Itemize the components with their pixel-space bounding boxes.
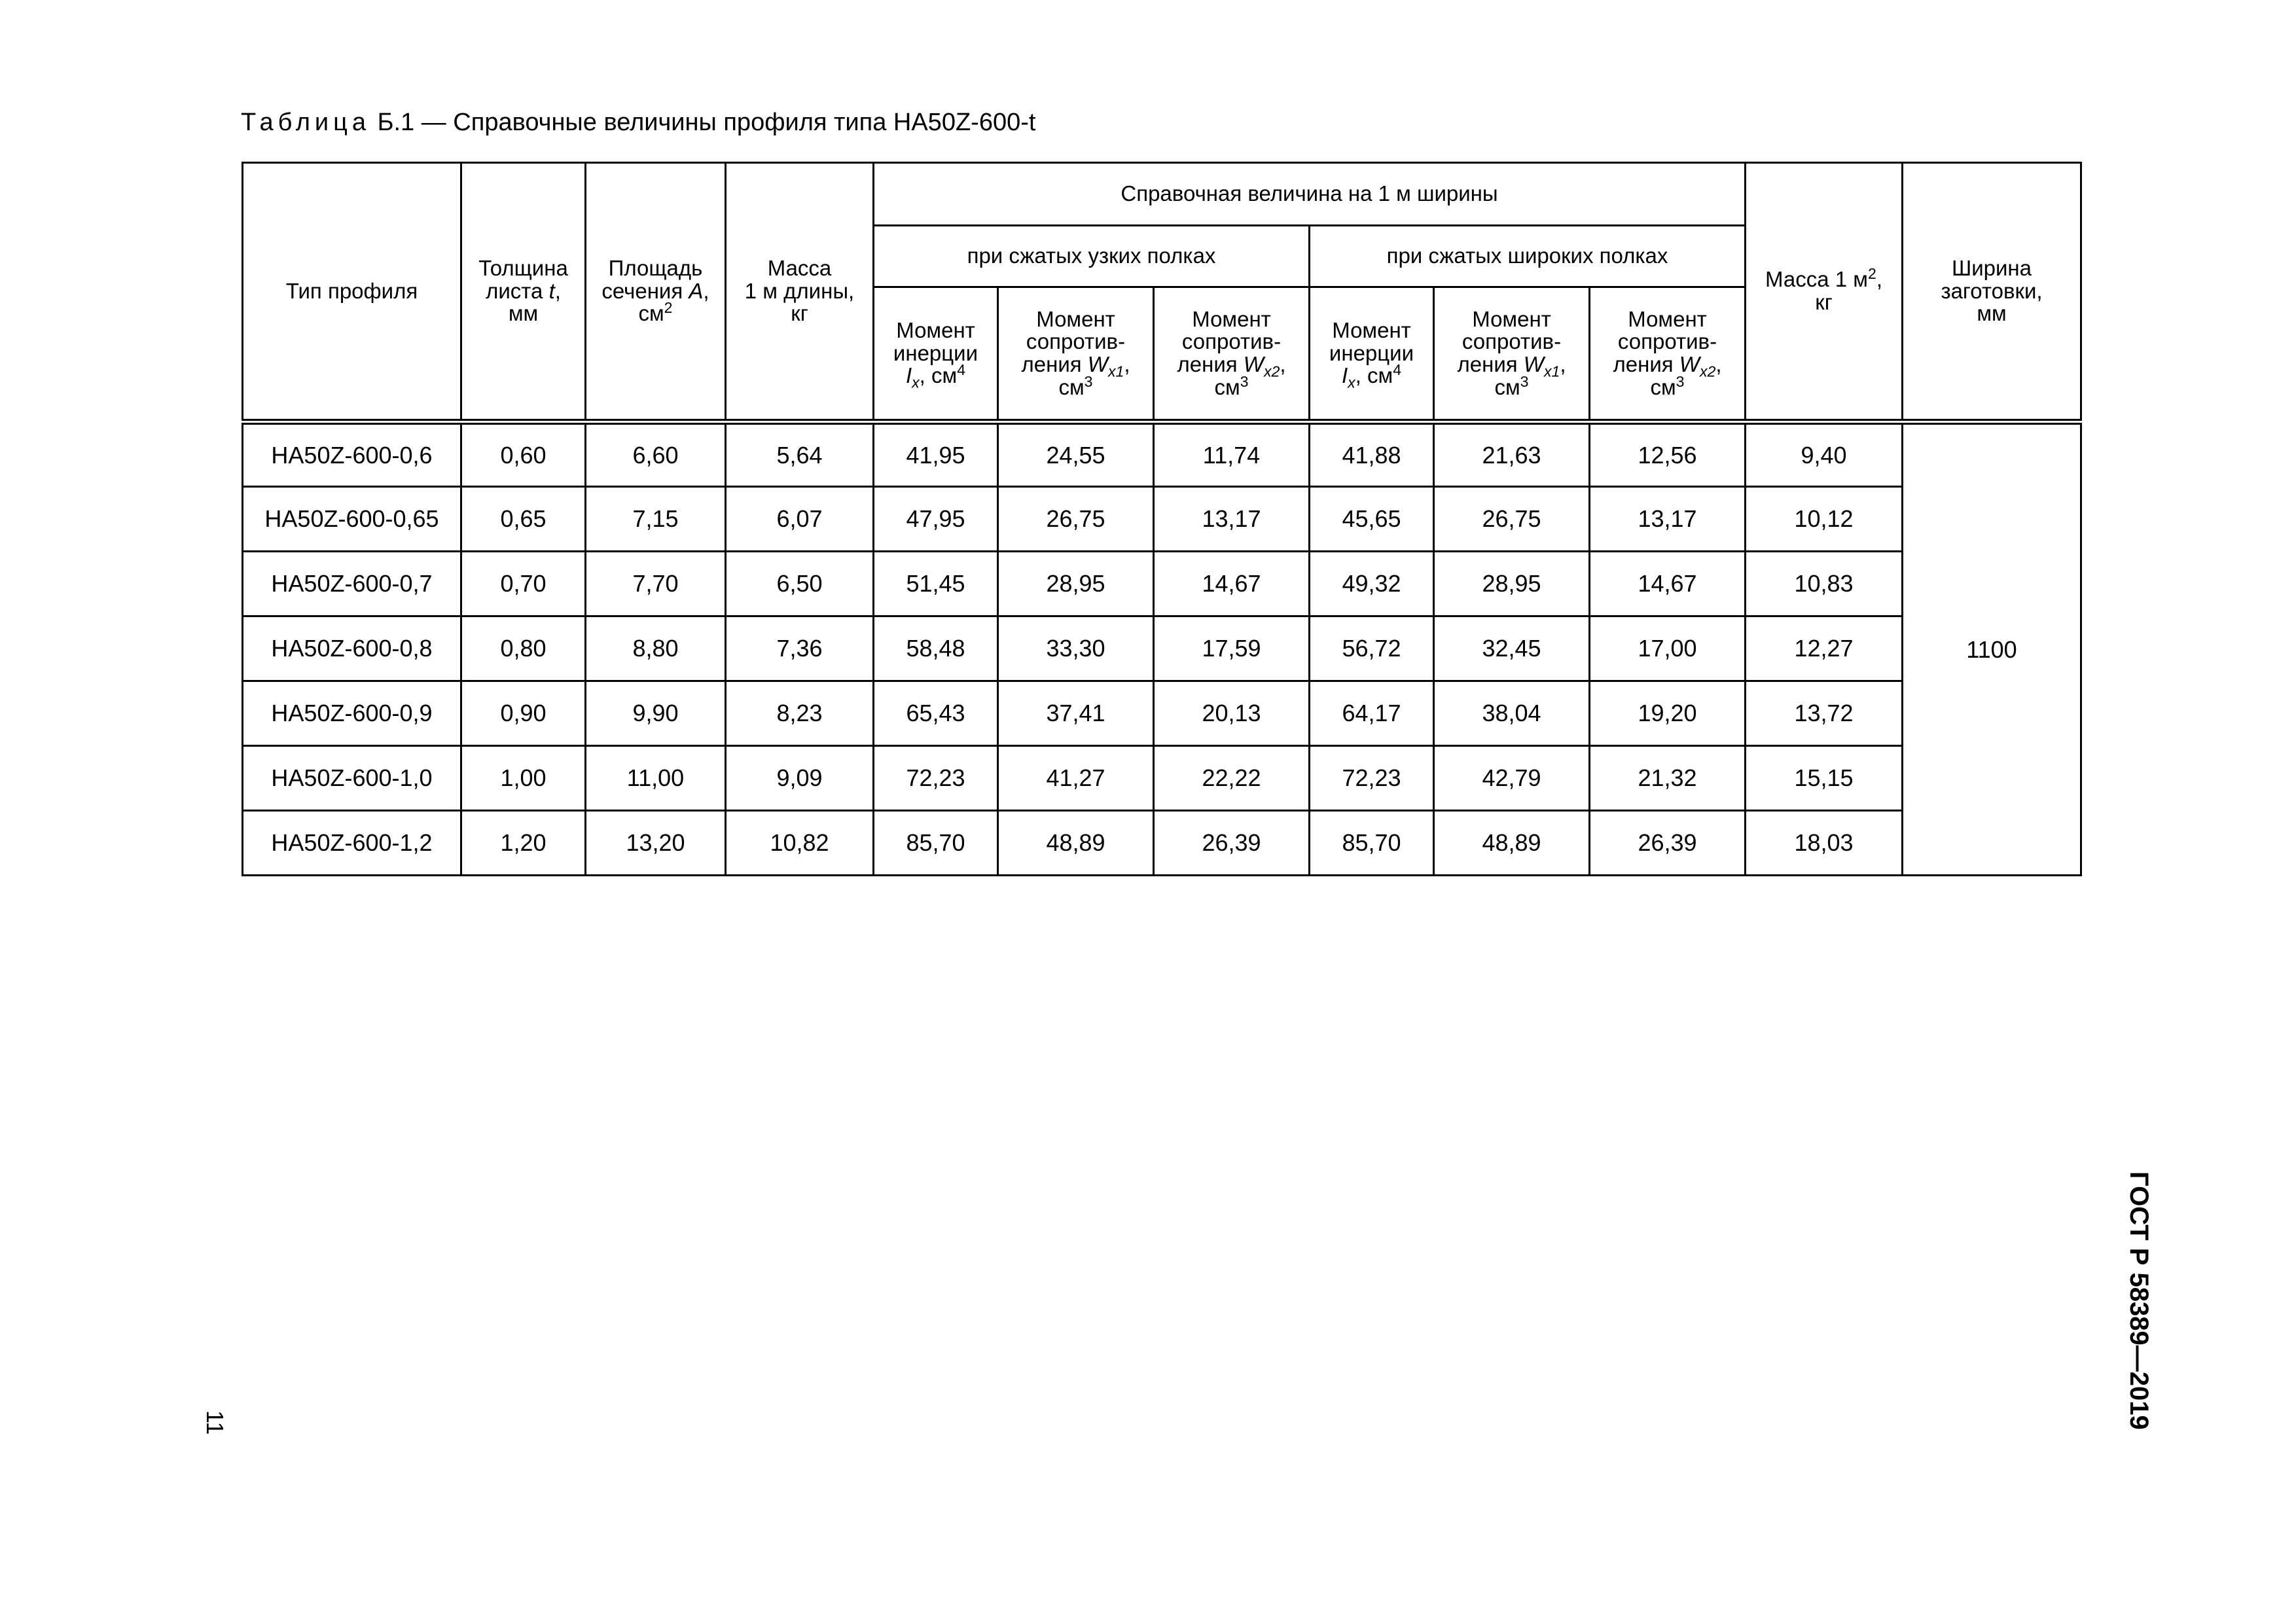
value-cell: 41,95 (874, 422, 998, 487)
value-cell: 65,43 (874, 681, 998, 746)
value-cell: 8,23 (726, 681, 874, 746)
value-cell: 18,03 (1746, 811, 1903, 876)
value-cell: 26,75 (998, 487, 1154, 552)
value-cell: 33,30 (998, 616, 1154, 681)
value-cell: 5,64 (726, 422, 874, 487)
value-cell: 37,41 (998, 681, 1154, 746)
value-cell: 6,50 (726, 552, 874, 616)
header-wide-flanges: при сжатых широких полках (1310, 226, 1746, 287)
value-cell: 26,75 (1434, 487, 1590, 552)
value-cell: 21,32 (1590, 746, 1746, 811)
value-cell: 0,70 (461, 552, 586, 616)
value-cell: 0,60 (461, 422, 586, 487)
value-cell: 28,95 (1434, 552, 1590, 616)
value-cell: 12,27 (1746, 616, 1903, 681)
value-cell: 64,17 (1310, 681, 1434, 746)
value-cell: 1,20 (461, 811, 586, 876)
table-row (243, 487, 2081, 552)
value-cell: 17,59 (1154, 616, 1310, 681)
value-cell: 14,67 (1590, 552, 1746, 616)
value-cell: 14,67 (1154, 552, 1310, 616)
value-cell: 13,17 (1154, 487, 1310, 552)
value-cell: 0,65 (461, 487, 586, 552)
value-cell: 22,22 (1154, 746, 1310, 811)
value-cell: 6,07 (726, 487, 874, 552)
value-cell: 48,89 (998, 811, 1154, 876)
header-section-modulus-1-narrow: Момент сопротив- ления $W_{x1}$, $см^3$ (998, 287, 1154, 422)
value-cell: 72,23 (1310, 746, 1434, 811)
value-cell: 13,72 (1746, 681, 1903, 746)
header-moment-inertia-narrow: Момент инерции $I_x$, $см^4$ (874, 287, 998, 422)
table-row (243, 681, 2081, 746)
value-cell: 13,17 (1590, 487, 1746, 552)
profile-reference-table (242, 162, 2082, 876)
value-cell: 0,90 (461, 681, 586, 746)
profile-type-cell: НА50Z-600-0,7 (243, 552, 461, 616)
header-narrow-flanges: при сжатых узких полках (874, 226, 1310, 287)
value-cell: 9,40 (1746, 422, 1903, 487)
profile-type-cell: НА50Z-600-1,2 (243, 811, 461, 876)
value-cell: 49,32 (1310, 552, 1434, 616)
value-cell: 11,74 (1154, 422, 1310, 487)
table-row (243, 422, 2081, 487)
table-row (243, 811, 2081, 876)
caption-lead: Таблица (241, 109, 370, 136)
value-cell: 38,04 (1434, 681, 1590, 746)
value-cell: 72,23 (874, 746, 998, 811)
value-cell: 11,00 (586, 746, 726, 811)
table-body (243, 422, 2081, 876)
value-cell: 26,39 (1590, 811, 1746, 876)
value-cell: 17,00 (1590, 616, 1746, 681)
table-row (243, 616, 2081, 681)
page-number: 11 (202, 1410, 228, 1435)
value-cell: 6,60 (586, 422, 726, 487)
header-thickness: Толщина листа t, мм (461, 163, 586, 422)
value-cell: 41,27 (998, 746, 1154, 811)
table-row (243, 552, 2081, 616)
value-cell: 12,56 (1590, 422, 1746, 487)
value-cell: 9,90 (586, 681, 726, 746)
header-mass-per-m2: Масса 1 $м^2$, кг (1746, 163, 1903, 422)
header-profile-type: Тип профиля (243, 163, 461, 422)
value-cell: 19,20 (1590, 681, 1746, 746)
profile-type-cell: НА50Z-600-0,65 (243, 487, 461, 552)
value-cell: 9,09 (726, 746, 874, 811)
value-cell: 26,39 (1154, 811, 1310, 876)
value-cell: 8,80 (586, 616, 726, 681)
header-mass-per-m: Масса 1 м длины, кг (726, 163, 874, 422)
value-cell: 0,80 (461, 616, 586, 681)
header-reference-group: Справочная величина на 1 м ширины (874, 163, 1746, 226)
profile-type-cell: НА50Z-600-0,9 (243, 681, 461, 746)
value-cell: 10,82 (726, 811, 874, 876)
value-cell: 15,15 (1746, 746, 1903, 811)
header-area: Площадь сечения A, $см^2$ (586, 163, 726, 422)
header-section-modulus-1-wide: Момент сопротив- ления $W_{x1}$, $см^3$ (1434, 287, 1590, 422)
caption-text: Б.1 — Справочные величины профиля типа НА50Z-600-t (377, 109, 1036, 136)
value-cell: 85,70 (1310, 811, 1434, 876)
value-cell: 7,70 (586, 552, 726, 616)
profile-type-cell: НА50Z-600-0,8 (243, 616, 461, 681)
value-cell: 85,70 (874, 811, 998, 876)
value-cell: 47,95 (874, 487, 998, 552)
table-caption (241, 109, 1035, 137)
value-cell: 51,45 (874, 552, 998, 616)
document-code: ГОСТ Р 58389—2019 (2125, 1171, 2153, 1430)
value-cell: 10,12 (1746, 487, 1903, 552)
value-cell: 13,20 (586, 811, 726, 876)
value-cell: 28,95 (998, 552, 1154, 616)
value-cell: 7,15 (586, 487, 726, 552)
header-section-modulus-2-wide: Момент сопротив- ления $W_{x2}$, $см^3$ (1590, 287, 1746, 422)
value-cell: 10,83 (1746, 552, 1903, 616)
value-cell: 45,65 (1310, 487, 1434, 552)
value-cell: 1,00 (461, 746, 586, 811)
value-cell: 21,63 (1434, 422, 1590, 487)
value-cell: 32,45 (1434, 616, 1590, 681)
table-row (243, 746, 2081, 811)
value-cell: 7,36 (726, 616, 874, 681)
value-cell: 56,72 (1310, 616, 1434, 681)
value-cell: 20,13 (1154, 681, 1310, 746)
header-section-modulus-2-narrow: Момент сопротив- ления $W_{x2}$, $см^3$ (1154, 287, 1310, 422)
value-cell: 58,48 (874, 616, 998, 681)
value-cell: 41,88 (1310, 422, 1434, 487)
value-cell: 24,55 (998, 422, 1154, 487)
header-blank-width: Ширина заготовки, мм (1903, 163, 2081, 422)
header-moment-inertia-wide: Момент инерции $I_x$, $см^4$ (1310, 287, 1434, 422)
profile-type-cell: НА50Z-600-0,6 (243, 422, 461, 487)
value-cell: 48,89 (1434, 811, 1590, 876)
profile-type-cell: НА50Z-600-1,0 (243, 746, 461, 811)
value-cell: 42,79 (1434, 746, 1590, 811)
blank-width-cell: 1100 (1903, 422, 2081, 876)
